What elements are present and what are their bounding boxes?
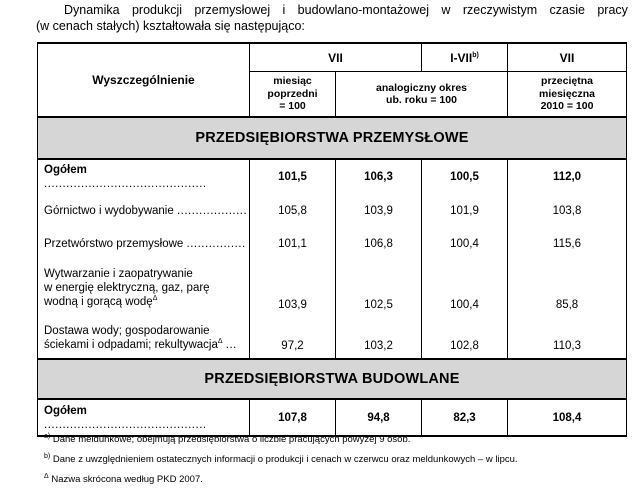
cell-value: 103,9 — [250, 259, 336, 317]
cell-value: 100,5 — [422, 159, 508, 193]
cell-value: 103,2 — [336, 317, 422, 359]
intro-word: w — [441, 3, 451, 17]
intro-word: rzeczywistym — [462, 3, 538, 17]
table-row — [38, 159, 627, 193]
cell-value: 85,8 — [508, 259, 627, 317]
row-label: Wytwarzanie i zaopatrywanie w energię elektryczną, gaz, parę wodną i gorącą wodę$^\Delta$ — [38, 259, 250, 317]
table-row — [38, 399, 627, 436]
intro-word: i — [282, 3, 286, 17]
cell-value: 110,3 — [508, 317, 627, 359]
header-prev-month: miesiąc poprzedni = 100 — [250, 72, 336, 118]
intro-word: przemysłowej — [194, 3, 271, 17]
cell-value: 101,5 — [250, 159, 336, 193]
header-label: Wyszczególnienie — [38, 43, 250, 117]
cell-value: 97,2 — [250, 317, 336, 359]
row-label: Ogółem ............................................ — [38, 159, 250, 193]
table-row — [38, 229, 627, 259]
header-row-top — [38, 43, 627, 72]
intro-word: czasie — [549, 3, 585, 17]
cell-value: 115,6 — [508, 229, 627, 259]
row-label: Górnictwo i wydobywanie ................... — [38, 193, 250, 229]
cell-value: 82,3 — [422, 399, 508, 436]
cell-value: 101,9 — [422, 193, 508, 229]
row-label: Ogółem ............................................ — [38, 399, 250, 436]
section-industrial — [38, 117, 627, 159]
cell-value: 108,4 — [508, 399, 627, 436]
footnote: $^{a)}$ Dane meldunkowe; obejmują przedsiębiorstwa o liczbie pracujących powyżej 9 osób. — [44, 432, 411, 445]
section-title: PRZEDSIĘBIORSTWA PRZEMYSŁOWE — [38, 117, 627, 159]
header-analog-period: analogiczny okres ub. roku = 100 — [336, 72, 508, 118]
intro-paragraph — [36, 2, 628, 34]
cell-value: 101,1 — [250, 229, 336, 259]
header-col-vii: VII — [250, 43, 422, 72]
header-col-ivii: I-VII$^{b)}$ — [422, 43, 508, 72]
row-label: Dostawa wody; gospodarowanie ściekami i odpadami; rekultywacja$^\Delta$ ... — [38, 317, 250, 359]
header-monthly-avg: przeciętna miesięczna 2010 = 100 — [508, 72, 627, 118]
footnote: $^\Delta$ Nazwa skrócona według PKD 2007. — [44, 472, 203, 485]
cell-value: 100,4 — [422, 259, 508, 317]
footnote: $^{b)}$ Dane z uwzględnieniem ostatecznych informacji o produkcji i cenach w czerwcu oraz meldunkowych – w lipcu. — [44, 452, 518, 465]
header-col-vii-2: VII — [508, 43, 627, 72]
intro-word: budowlano-montażowej — [297, 3, 430, 17]
intro-line-1 — [36, 2, 628, 18]
cell-value: 100,4 — [422, 229, 508, 259]
intro-line-2: (w cenach stałych) kształtowała się następująco: — [36, 19, 305, 33]
intro-word: Dynamika — [64, 3, 120, 17]
cell-value: 107,8 — [250, 399, 336, 436]
cell-value: 103,9 — [336, 193, 422, 229]
table-row — [38, 193, 627, 229]
table-row — [38, 259, 627, 317]
table-row — [38, 317, 627, 359]
cell-value: 103,8 — [508, 193, 627, 229]
intro-word: pracy — [597, 3, 628, 17]
row-label: Przetwórstwo przemysłowe ................ — [38, 229, 250, 259]
cell-value: 105,8 — [250, 193, 336, 229]
section-construction — [38, 359, 627, 399]
cell-value: 106,8 — [336, 229, 422, 259]
footnotes — [44, 434, 634, 494]
production-dynamics-table — [37, 42, 627, 437]
cell-value: 94,8 — [336, 399, 422, 436]
cell-value: 106,3 — [336, 159, 422, 193]
cell-value: 112,0 — [508, 159, 627, 193]
cell-value: 102,8 — [422, 317, 508, 359]
section-title: PRZEDSIĘBIORSTWA BUDOWLANE — [38, 359, 627, 399]
intro-word: produkcji — [131, 3, 182, 17]
cell-value: 102,5 — [336, 259, 422, 317]
